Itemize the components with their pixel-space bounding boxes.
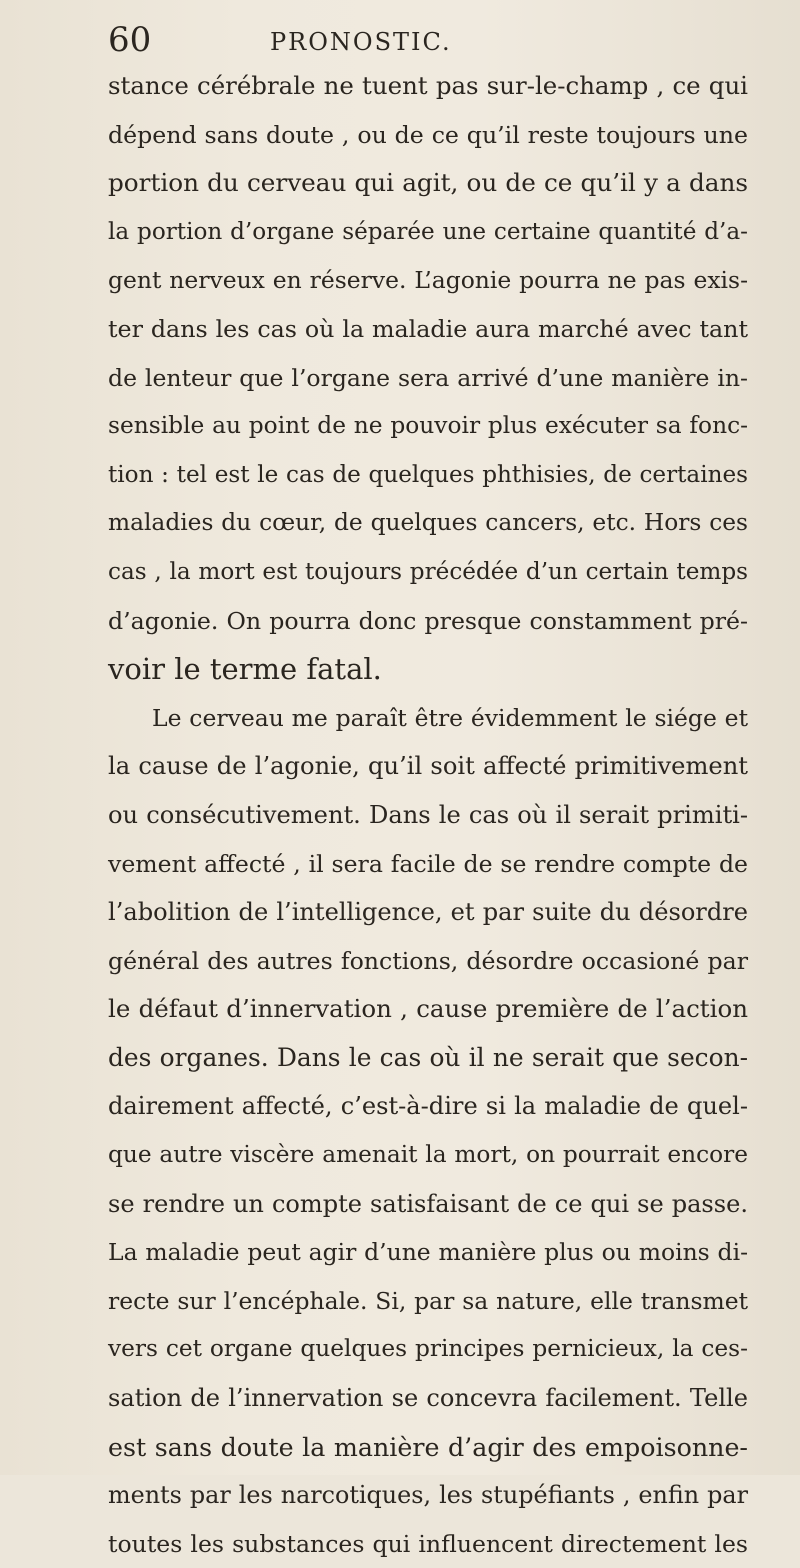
running-head: PRONOSTIC. [270, 28, 452, 56]
text-line: la portion d’organe séparée une certaine quantité d’a- [108, 218, 748, 245]
text-line: dairement affecté, c’est-à-dire si la maladie de quel- [108, 1092, 748, 1121]
text-line: que autre viscère amenait la mort, on pourrait encore [108, 1141, 748, 1169]
text-line: de lenteur que l’organe sera arrivé d’une manière in- [108, 363, 748, 392]
text-line: d’agonie. On pourra donc presque constamment pré- [108, 606, 748, 635]
text-line: cas , la mort est toujours précédée d’un certain temps [108, 558, 748, 585]
paragraph-end-line: voir le terme fatal. [108, 652, 382, 687]
text-line: tion : tel est le cas de quelques phthisies, de certaines [108, 461, 748, 488]
text-line: ments par les narcotiques, les stupéfiants , enfin par [108, 1481, 748, 1510]
text-line: sensible au point de ne pouvoir plus exécuter sa fonc- [108, 412, 748, 440]
text-line: est sans doute la manière d’agir des empoisonne- [108, 1431, 748, 1462]
text-line: vement affecté , il sera facile de se rendre compte de [108, 849, 748, 878]
page-number: 60 [108, 20, 152, 60]
text-line: maladies du cœur, de quelques cancers, etc. Hors ces [108, 509, 748, 537]
text-line: ter dans les cas où la maladie aura marché avec tant [108, 314, 748, 343]
text-line: portion du cerveau qui agit, ou de ce qu’il y a dans [108, 168, 748, 198]
body-text [108, 62, 748, 1568]
text-line: général des autres fonctions, désordre occasioné par [108, 946, 748, 975]
text-line: se rendre un compte satisfaisant de ce qui se passe. [108, 1189, 748, 1218]
text-line: le défaut d’innervation , cause première de l’action [108, 994, 748, 1024]
text-line: toutes les substances qui influencent directement les [108, 1529, 748, 1558]
page-header [108, 18, 748, 62]
text-line: ou consécutivement. Dans le cas où il serait primiti- [108, 800, 748, 829]
text-line: stance cérébrale ne tuent pas sur-le-champ , ce qui [108, 71, 748, 100]
text-line: La maladie peut agir d’une manière plus ou moins di- [108, 1238, 748, 1267]
text-line: des organes. Dans le cas où il ne serait que secon- [108, 1042, 748, 1072]
paragraph-start-line: Le cerveau me paraît être évidemment le siége et [152, 703, 748, 732]
text-line: la cause de l’agonie, qu’il soit affecté primitivement [108, 752, 748, 781]
text-line: gent nerveux en réserve. L’agonie pourra ne pas exis- [108, 266, 748, 295]
text-line: recte sur l’encéphale. Si, par sa nature, elle transmet [108, 1286, 748, 1315]
text-line: sation de l’innervation se concevra facilement. Telle [108, 1384, 748, 1413]
text-line: dépend sans doute , ou de ce qu’il reste toujours une [108, 120, 748, 149]
text-line: vers cet organe quelques principes pernicieux, la ces- [108, 1335, 748, 1363]
text-line: l’abolition de l’intelligence, et par suite du désordre [108, 898, 748, 927]
